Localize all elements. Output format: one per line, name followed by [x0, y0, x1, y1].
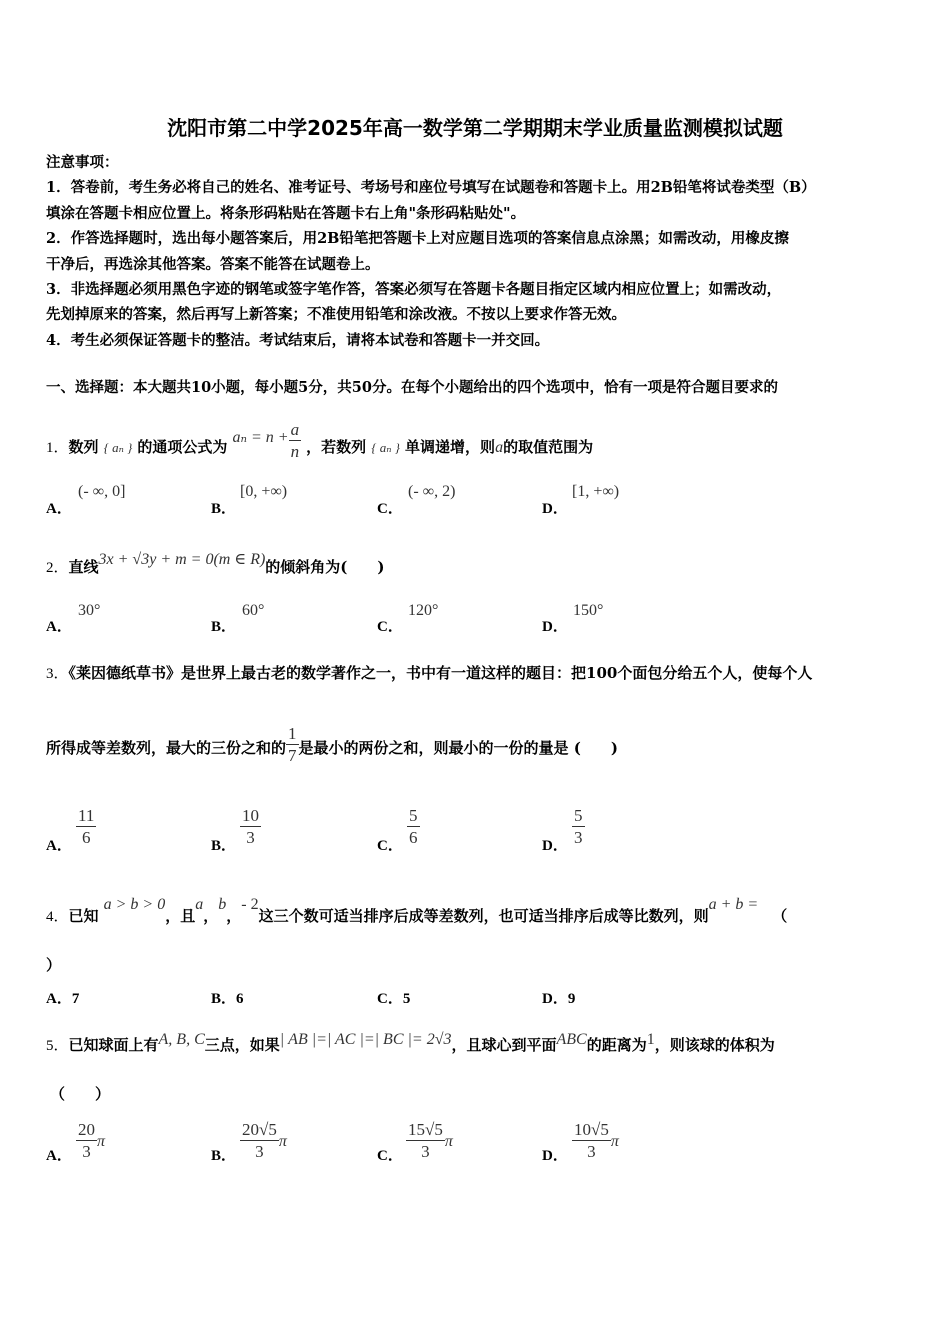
q1-text-4: 单调递增，则 [405, 438, 496, 456]
question-2 [46, 551, 385, 577]
q5-option-d-label: D． [542, 1148, 568, 1164]
q1-frac-den: n [290, 442, 300, 461]
q1-formula: aₙ = n + [232, 429, 289, 446]
q2-option-d[interactable]: 150° [573, 602, 604, 619]
q5-a-pi: π [97, 1133, 106, 1150]
notice-line-1: 1．答卷前，考生务必将自己的姓名、准考证号、考场号和座位号填写在试题卷和答题卡上。用2B铅笔将试卷类型（B） [46, 179, 816, 197]
q4-text-4: （ [772, 907, 788, 925]
q4-comma-2: ， [226, 907, 242, 925]
q4-text-2: ，且 [165, 907, 196, 925]
q3-option-d[interactable] [572, 806, 585, 849]
q4-option-c[interactable]: C．5 [377, 991, 411, 1007]
q1-var-a: a [495, 439, 504, 456]
q3-a-den: 6 [81, 828, 91, 847]
q5-option-d[interactable] [572, 1120, 619, 1163]
question-5 [46, 1031, 775, 1055]
q4-close-paren: ） [46, 956, 62, 974]
q5-b-num: 20√5 [242, 1120, 277, 1139]
q3-fraction [286, 724, 299, 767]
q4-text-1: 已知 [68, 907, 99, 925]
q3-number: 3． [46, 666, 69, 682]
q3-c-num: 5 [409, 806, 418, 825]
q1-text-2: 的通项公式为 [137, 438, 228, 456]
q3-frac-den: 7 [288, 746, 297, 765]
q5-option-b[interactable] [240, 1120, 287, 1163]
q5-b-den: 3 [255, 1142, 264, 1161]
q5-b-pi: π [278, 1133, 287, 1150]
q4-sum: a + b = [708, 896, 759, 913]
q4-comma-1: ， [203, 907, 219, 925]
q3-text-3: 是最小的两份之和，则最小的一份的量是 ( ) [298, 739, 618, 757]
q5-a-den: 3 [82, 1142, 91, 1161]
question-3-line-2 [46, 724, 618, 767]
q5-option-c-label: C． [377, 1148, 403, 1164]
q3-option-b[interactable] [240, 806, 261, 849]
q3-option-a[interactable] [76, 806, 96, 849]
q1-option-d[interactable]: [1, +∞) [572, 483, 620, 500]
notice-line-3: 2．作答选择题时，选出每小题答案后，用2B铅笔把答题卡上对应题目选项的答案信息点涂黑；如需改动，用橡皮擦 [46, 230, 789, 248]
notice-line-2: 填涂在答题卡相应位置上。将条形码粘贴在答题卡右上角"条形码粘贴处"。 [46, 204, 526, 222]
q4-condition: a > b > 0 [103, 896, 166, 913]
question-3-line-1 [46, 662, 812, 683]
q2-option-b[interactable]: 60° [242, 602, 265, 619]
q1-text-5: 的取值范围为 [503, 438, 594, 456]
q3-d-den: 3 [574, 828, 583, 847]
q2-option-a[interactable]: 30° [78, 602, 101, 619]
q5-paren: （ ） [50, 1085, 111, 1103]
q1-option-c[interactable]: (- ∞, 2) [408, 483, 456, 500]
q2-option-d-label: D． [542, 619, 568, 635]
q5-points: A, B, C [158, 1031, 205, 1048]
q5-d-pi: π [610, 1133, 619, 1150]
q5-option-c[interactable] [406, 1120, 453, 1163]
q5-d-num: 10√5 [574, 1120, 609, 1139]
q5-option-b-label: B． [211, 1148, 237, 1164]
q1-text-3: ，若数列 [306, 438, 367, 456]
q4-var-b: b [218, 896, 227, 913]
q2-text-1: 直线 [68, 558, 99, 576]
q5-text-1: 已知球面上有 [68, 1036, 159, 1054]
q4-number: 4． [46, 909, 69, 925]
q3-text-1: 《莱因德纸草书》是世界上最古老的数学著作之一，书中有一道这样的题目：把100个面包分给五个人，使每个人 [68, 664, 813, 682]
q5-one: 1 [646, 1031, 655, 1048]
q1-frac-num: a [290, 420, 300, 439]
q2-equation: 3x + √3y + m = 0(m ∈ R) [98, 551, 266, 568]
q5-c-pi: π [444, 1133, 453, 1150]
q5-condition: | AB |=| AC |=| BC |= 2√3 [279, 1031, 452, 1048]
q3-b-den: 3 [246, 828, 255, 847]
q2-text-2: 的倾斜角为( ) [265, 558, 385, 576]
q5-a-num: 20 [78, 1120, 95, 1139]
q1-option-a-label: A． [46, 501, 72, 517]
q2-option-a-label: A． [46, 619, 72, 635]
q5-text-2: 三点，如果 [204, 1036, 280, 1054]
q3-b-num: 10 [242, 806, 259, 825]
q5-option-a-label: A． [46, 1148, 72, 1164]
q1-fraction [289, 420, 302, 463]
q3-d-num: 5 [574, 806, 583, 825]
q1-option-a[interactable]: (- ∞, 0] [78, 483, 126, 500]
q2-option-c[interactable]: 120° [408, 602, 439, 619]
q4-neg-two: - 2 [241, 896, 259, 913]
q4-text-3: 这三个数可适当排序后成等差数列，也可适当排序后成等比数列，则 [258, 907, 709, 925]
q1-seq: { aₙ } [103, 440, 133, 455]
q5-plane: ABC [556, 1031, 587, 1048]
q4-option-a[interactable]: A．7 [46, 991, 80, 1007]
notice-line-4: 干净后，再选涂其他答案。答案不能答在试题卷上。 [46, 255, 380, 273]
q5-text-4: 的距离为 [586, 1036, 647, 1054]
q5-option-a[interactable] [76, 1120, 105, 1163]
notice-section [46, 150, 916, 353]
q3-option-a-label: A． [46, 838, 72, 854]
q3-option-c[interactable] [407, 806, 420, 849]
q1-number: 1． [46, 440, 69, 456]
q3-option-d-label: D． [542, 838, 568, 854]
q4-option-d[interactable]: D．9 [542, 991, 576, 1007]
q3-a-num: 11 [78, 806, 95, 825]
q2-number: 2． [46, 560, 69, 576]
q3-option-b-label: B． [211, 838, 237, 854]
q1-option-b[interactable]: [0, +∞) [240, 483, 288, 500]
question-1 [46, 420, 594, 469]
q2-option-b-label: B． [211, 619, 237, 635]
section-heading: 一、选择题：本大题共10小题，每小题5分，共50分。在每个小题给出的四个选项中，恰有一项是符合题目要求的 [46, 379, 778, 396]
q5-d-den: 3 [587, 1142, 596, 1161]
q3-option-c-label: C． [377, 838, 403, 854]
q5-text-3: ，且球心到平面 [451, 1036, 557, 1054]
q3-text-2: 所得成等差数列，最大的三份之和的 [46, 739, 287, 757]
q5-c-den: 3 [421, 1142, 430, 1161]
notice-line-7: 4．考生必须保证答题卡的整洁。考试结束后，请将本试卷和答题卡一并交回。 [46, 331, 550, 349]
page-title: 沈阳市第二中学2025年高一数学第二学期期末学业质量监测模拟试题 [167, 116, 783, 140]
q1-seq-2: { aₙ } [371, 440, 400, 455]
notice-line-5: 3．非选择题必须用黑色字迹的钢笔或签字笔作答，答案必须写在答题卡各题目指定区域内相应位置上；如需改动， [46, 281, 782, 299]
q1-option-c-label: C． [377, 501, 403, 517]
q4-option-b[interactable]: B．6 [211, 991, 244, 1007]
q3-c-den: 6 [409, 828, 418, 847]
notice-heading: 注意事项： [46, 154, 119, 171]
q3-frac-num: 1 [288, 724, 297, 743]
q1-text-1: 数列 [68, 438, 99, 456]
q2-option-c-label: C． [377, 619, 403, 635]
q1-option-b-label: B． [211, 501, 237, 517]
notice-line-6: 先划掉原来的答案，然后再写上新答案；不准使用铅笔和涂改液。不按以上要求作答无效。 [46, 306, 626, 324]
q4-var-a: a [195, 896, 204, 913]
q5-number: 5． [46, 1038, 69, 1054]
q5-text-5: ，则该球的体积为 [654, 1036, 775, 1054]
q1-option-d-label: D． [542, 501, 568, 517]
question-4 [46, 896, 788, 926]
q5-c-num: 15√5 [408, 1120, 443, 1139]
